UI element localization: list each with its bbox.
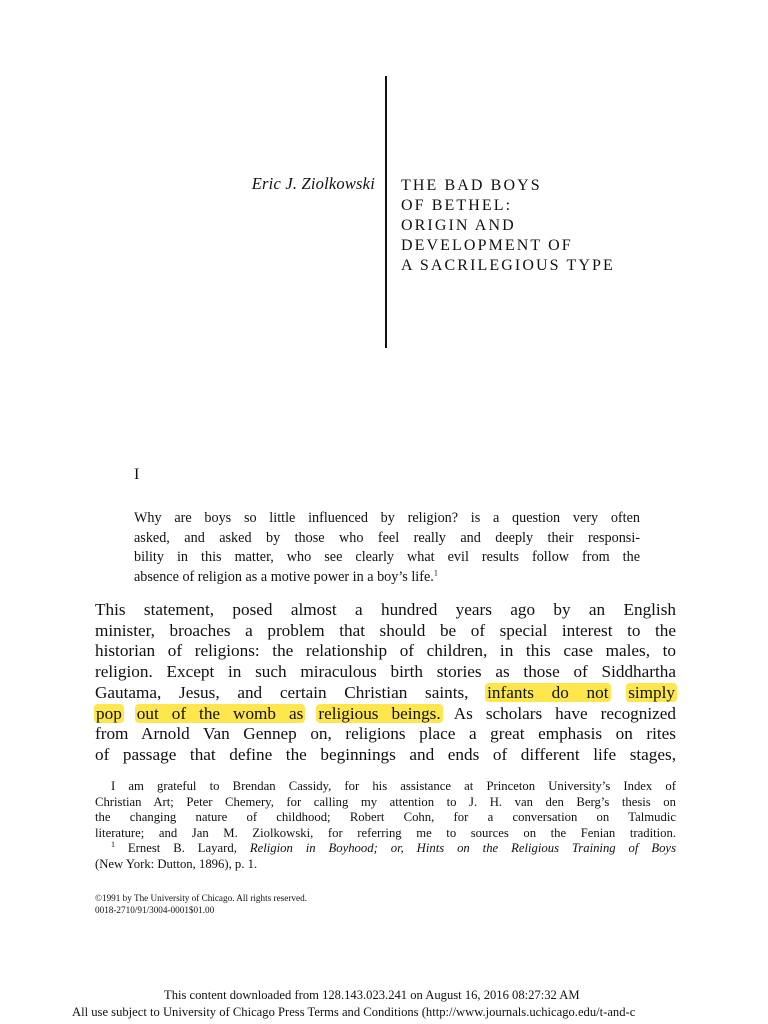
- body-paragraph: [95, 600, 676, 766]
- epigraph-line: bility in this matter, who see clearly what evil results follow from the: [134, 549, 640, 566]
- issn-line: 0018-2710/91/3004-0001$01.00: [95, 904, 215, 915]
- title-line: ORIGIN AND: [401, 217, 516, 234]
- acknowledgement-line: the changing nature of childhood; Robert Cohn, for a conversation on Talmudic: [95, 810, 676, 824]
- epigraph-line: asked, and asked by those who feel really and deeply their responsi-: [134, 529, 640, 546]
- download-notice: [0, 987, 768, 1021]
- body-line: minister, broaches a problem that should be of special interest to the: [95, 620, 676, 640]
- article-title: [401, 176, 615, 276]
- title-line: DEVELOPMENT OF: [401, 237, 573, 254]
- footnote-ref[interactable]: 1: [433, 568, 438, 578]
- acknowledgement-line: I am grateful to Brendan Cassidy, for his assistance at Princeton University’s Index of: [111, 779, 676, 793]
- author-name: Eric J. Ziolkowski: [251, 174, 375, 193]
- footnote-book-title: Religion in Boyhood; or, Hints on the Religious Training of Boys: [249, 841, 677, 855]
- text-highlight[interactable]: simply: [628, 682, 675, 702]
- footnote-text: Ernest B. Layard,: [127, 841, 237, 855]
- section-number: I: [134, 466, 140, 483]
- body-line: historian of religions: the relationship of children, in this case males, to: [95, 641, 676, 661]
- body-text: Gautama, Jesus, and certain Christian saints,: [95, 682, 469, 702]
- footnote-number: 1: [111, 839, 115, 849]
- title-line: A SACRILEGIOUS TYPE: [401, 257, 615, 274]
- text-highlight[interactable]: out of the womb as: [136, 703, 304, 723]
- copyright-notice: [95, 893, 307, 916]
- footnote-1: [95, 841, 676, 857]
- acknowledgement-line: Christian Art; Peter Chemery, for calling my attention to J. H. van den Berg’s thesis on: [95, 794, 676, 809]
- title-divider-rule: [385, 76, 387, 348]
- body-text: As scholars have recognized: [453, 703, 676, 723]
- body-line: from Arnold Van Gennep on, religions place a great emphasis on rites: [95, 724, 676, 744]
- body-line: This statement, posed almost a hundred years ago by an English: [95, 600, 676, 619]
- epigraph-line: Why are boys so little influenced by religion? is a question very often: [134, 510, 640, 526]
- epigraph-quote: [134, 509, 640, 587]
- epigraph-line: [134, 568, 640, 588]
- body-line: [95, 683, 676, 704]
- title-line: THE BAD BOYS: [401, 177, 542, 194]
- body-line: religion. Except in such miraculous birth stories as those of Siddhartha: [95, 662, 676, 682]
- terms-line[interactable]: All use subject to University of Chicago Press Terms and Conditions (http://www.journals.uchicago.edu/t-and-c: [72, 1005, 636, 1019]
- acknowledgement-line: literature; and Jan M. Ziolkowski, for referring me to sources on the Fenian tradition.: [95, 825, 676, 840]
- footnote-1-cont: (New York: Dutton, 1896), p. 1.: [95, 856, 258, 871]
- body-line: [95, 704, 676, 725]
- text-highlight[interactable]: pop: [96, 703, 122, 723]
- body-line: of passage that define the beginnings and ends of different life stages,: [95, 744, 676, 764]
- text-highlight[interactable]: infants do not: [487, 682, 609, 702]
- title-line: OF BETHEL:: [401, 197, 513, 214]
- download-line: This content downloaded from 128.143.023.241 on August 16, 2016 08:27:32 AM: [164, 988, 580, 1002]
- text-highlight[interactable]: religious beings.: [318, 703, 441, 723]
- epigraph-line-text: absence of religion as a motive power in a boy’s life.: [134, 568, 434, 585]
- footnotes: [95, 779, 676, 872]
- copyright-line: ©1991 by The University of Chicago. All rights reserved.: [95, 893, 307, 903]
